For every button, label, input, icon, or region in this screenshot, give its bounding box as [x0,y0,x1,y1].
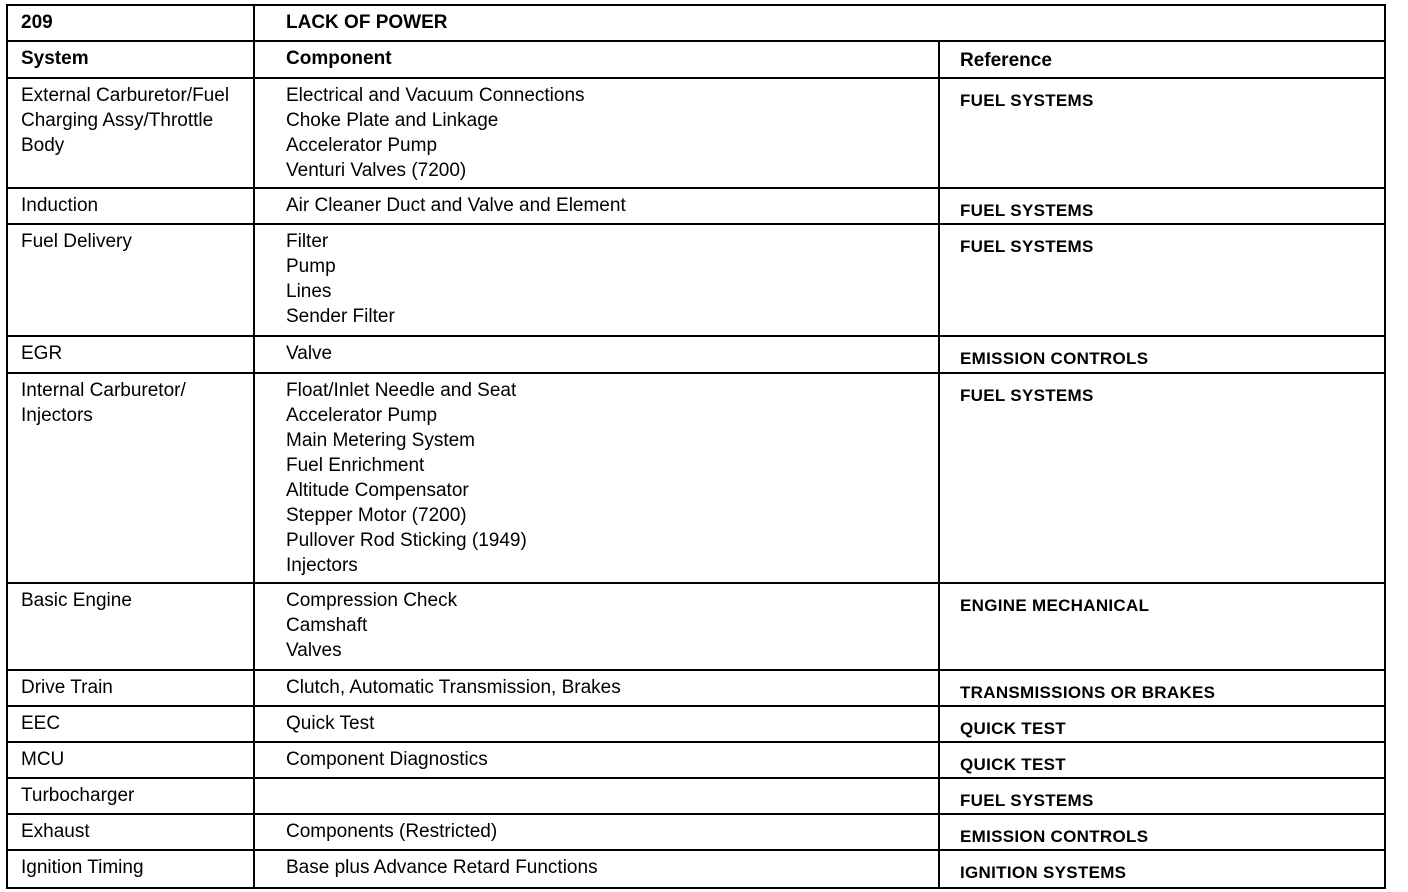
table-row [8,779,1384,815]
component-item: Stepper Motor (7200) [286,505,467,526]
component-item: Camshaft [286,615,368,636]
component-item: Valves [286,640,342,661]
system-name: Basic Engine [21,590,132,611]
component-item: Electrical and Vacuum Connections [286,85,585,106]
table-row [8,671,1384,707]
system-cell [8,815,255,849]
component-item: Quick Test [286,713,375,734]
system-cell [8,79,255,187]
system-name: Drive Train [21,677,113,698]
system-name: Internal Carburetor/ Injectors [21,380,186,426]
component-item: Fuel Enrichment [286,455,425,476]
component-item: Choke Plate and Linkage [286,110,499,131]
table-row [8,79,1384,189]
reference-cell: IGNITION SYSTEMS [960,863,1127,882]
reference-cell: EMISSION CONTROLS [960,827,1149,846]
reference-cell: FUEL SYSTEMS [960,91,1094,110]
component-item: Components (Restricted) [286,821,498,842]
system-name: MCU [21,749,65,770]
table-row [8,743,1384,779]
system-name: Turbocharger [21,785,135,806]
system-cell [8,225,255,335]
component-cell [255,671,940,705]
component-cell [255,337,940,372]
component-item: Injectors [286,555,358,576]
system-cell [8,671,255,705]
reference-cell: FUEL SYSTEMS [960,791,1094,810]
system-name: Induction [21,195,99,216]
table-row [8,337,1384,374]
system-cell [8,851,255,887]
component-cell [255,779,940,813]
reference-cell: TRANSMISSIONS OR BRAKES [960,683,1216,702]
table-row [8,815,1384,851]
system-cell [8,374,255,582]
component-item: Pump [286,256,336,277]
reference-cell: QUICK TEST [960,719,1066,738]
component-item: Filter [286,231,329,252]
table-body [8,79,1384,887]
table-code: 209 [8,6,255,40]
component-item: Air Cleaner Duct and Valve and Element [286,195,626,216]
system-cell [8,189,255,223]
table-title: LACK OF POWER [286,12,448,33]
reference-cell: FUEL SYSTEMS [960,386,1094,405]
table-row [8,707,1384,743]
component-cell [255,707,940,741]
column-header-reference: Reference [960,50,1052,71]
table-row [8,189,1384,225]
component-item: Altitude Compensator [286,480,469,501]
component-item: Lines [286,281,332,302]
component-item: Accelerator Pump [286,405,438,426]
component-item: Float/Inlet Needle and Seat [286,380,517,401]
reference-cell: EMISSION CONTROLS [960,349,1149,368]
table-title-row [8,6,1384,42]
system-cell [8,584,255,669]
system-cell [8,743,255,777]
reference-cell: FUEL SYSTEMS [960,201,1094,220]
component-item: Pullover Rod Sticking (1949) [286,530,527,551]
component-cell [255,743,940,777]
column-header-row [8,42,1384,79]
component-cell [255,189,940,223]
system-name: External Carburetor/Fuel Charging Assy/Throttle Body [21,85,230,156]
component-cell [255,815,940,849]
component-item: Component Diagnostics [286,749,488,770]
reference-cell: FUEL SYSTEMS [960,237,1094,256]
reference-cell: QUICK TEST [960,755,1066,774]
reference-cell: ENGINE MECHANICAL [960,596,1150,615]
table-row [8,374,1384,584]
component-cell [255,79,940,187]
component-cell [255,225,940,335]
table-row [8,851,1384,887]
system-name: Ignition Timing [21,857,144,878]
component-item: Base plus Advance Retard Functions [286,857,598,878]
system-cell [8,779,255,813]
diagnostic-table [6,4,1386,889]
system-name: EEC [21,713,61,734]
column-header-component: Component [255,42,940,77]
component-item: Main Metering System [286,430,476,451]
system-name: Fuel Delivery [21,231,132,252]
component-item: Valve [286,343,333,364]
component-item: Sender Filter [286,306,395,327]
component-item: Venturi Valves (7200) [286,160,467,181]
component-cell [255,584,940,669]
system-name: Exhaust [21,821,90,842]
component-cell [255,374,940,582]
system-cell [8,337,255,372]
system-cell [8,707,255,741]
table-row [8,584,1384,671]
component-item: Accelerator Pump [286,135,438,156]
table-row [8,225,1384,337]
component-item: Clutch, Automatic Transmission, Brakes [286,677,621,698]
component-item: Compression Check [286,590,458,611]
column-header-system: System [8,42,255,77]
system-name: EGR [21,343,63,364]
component-cell [255,851,940,887]
